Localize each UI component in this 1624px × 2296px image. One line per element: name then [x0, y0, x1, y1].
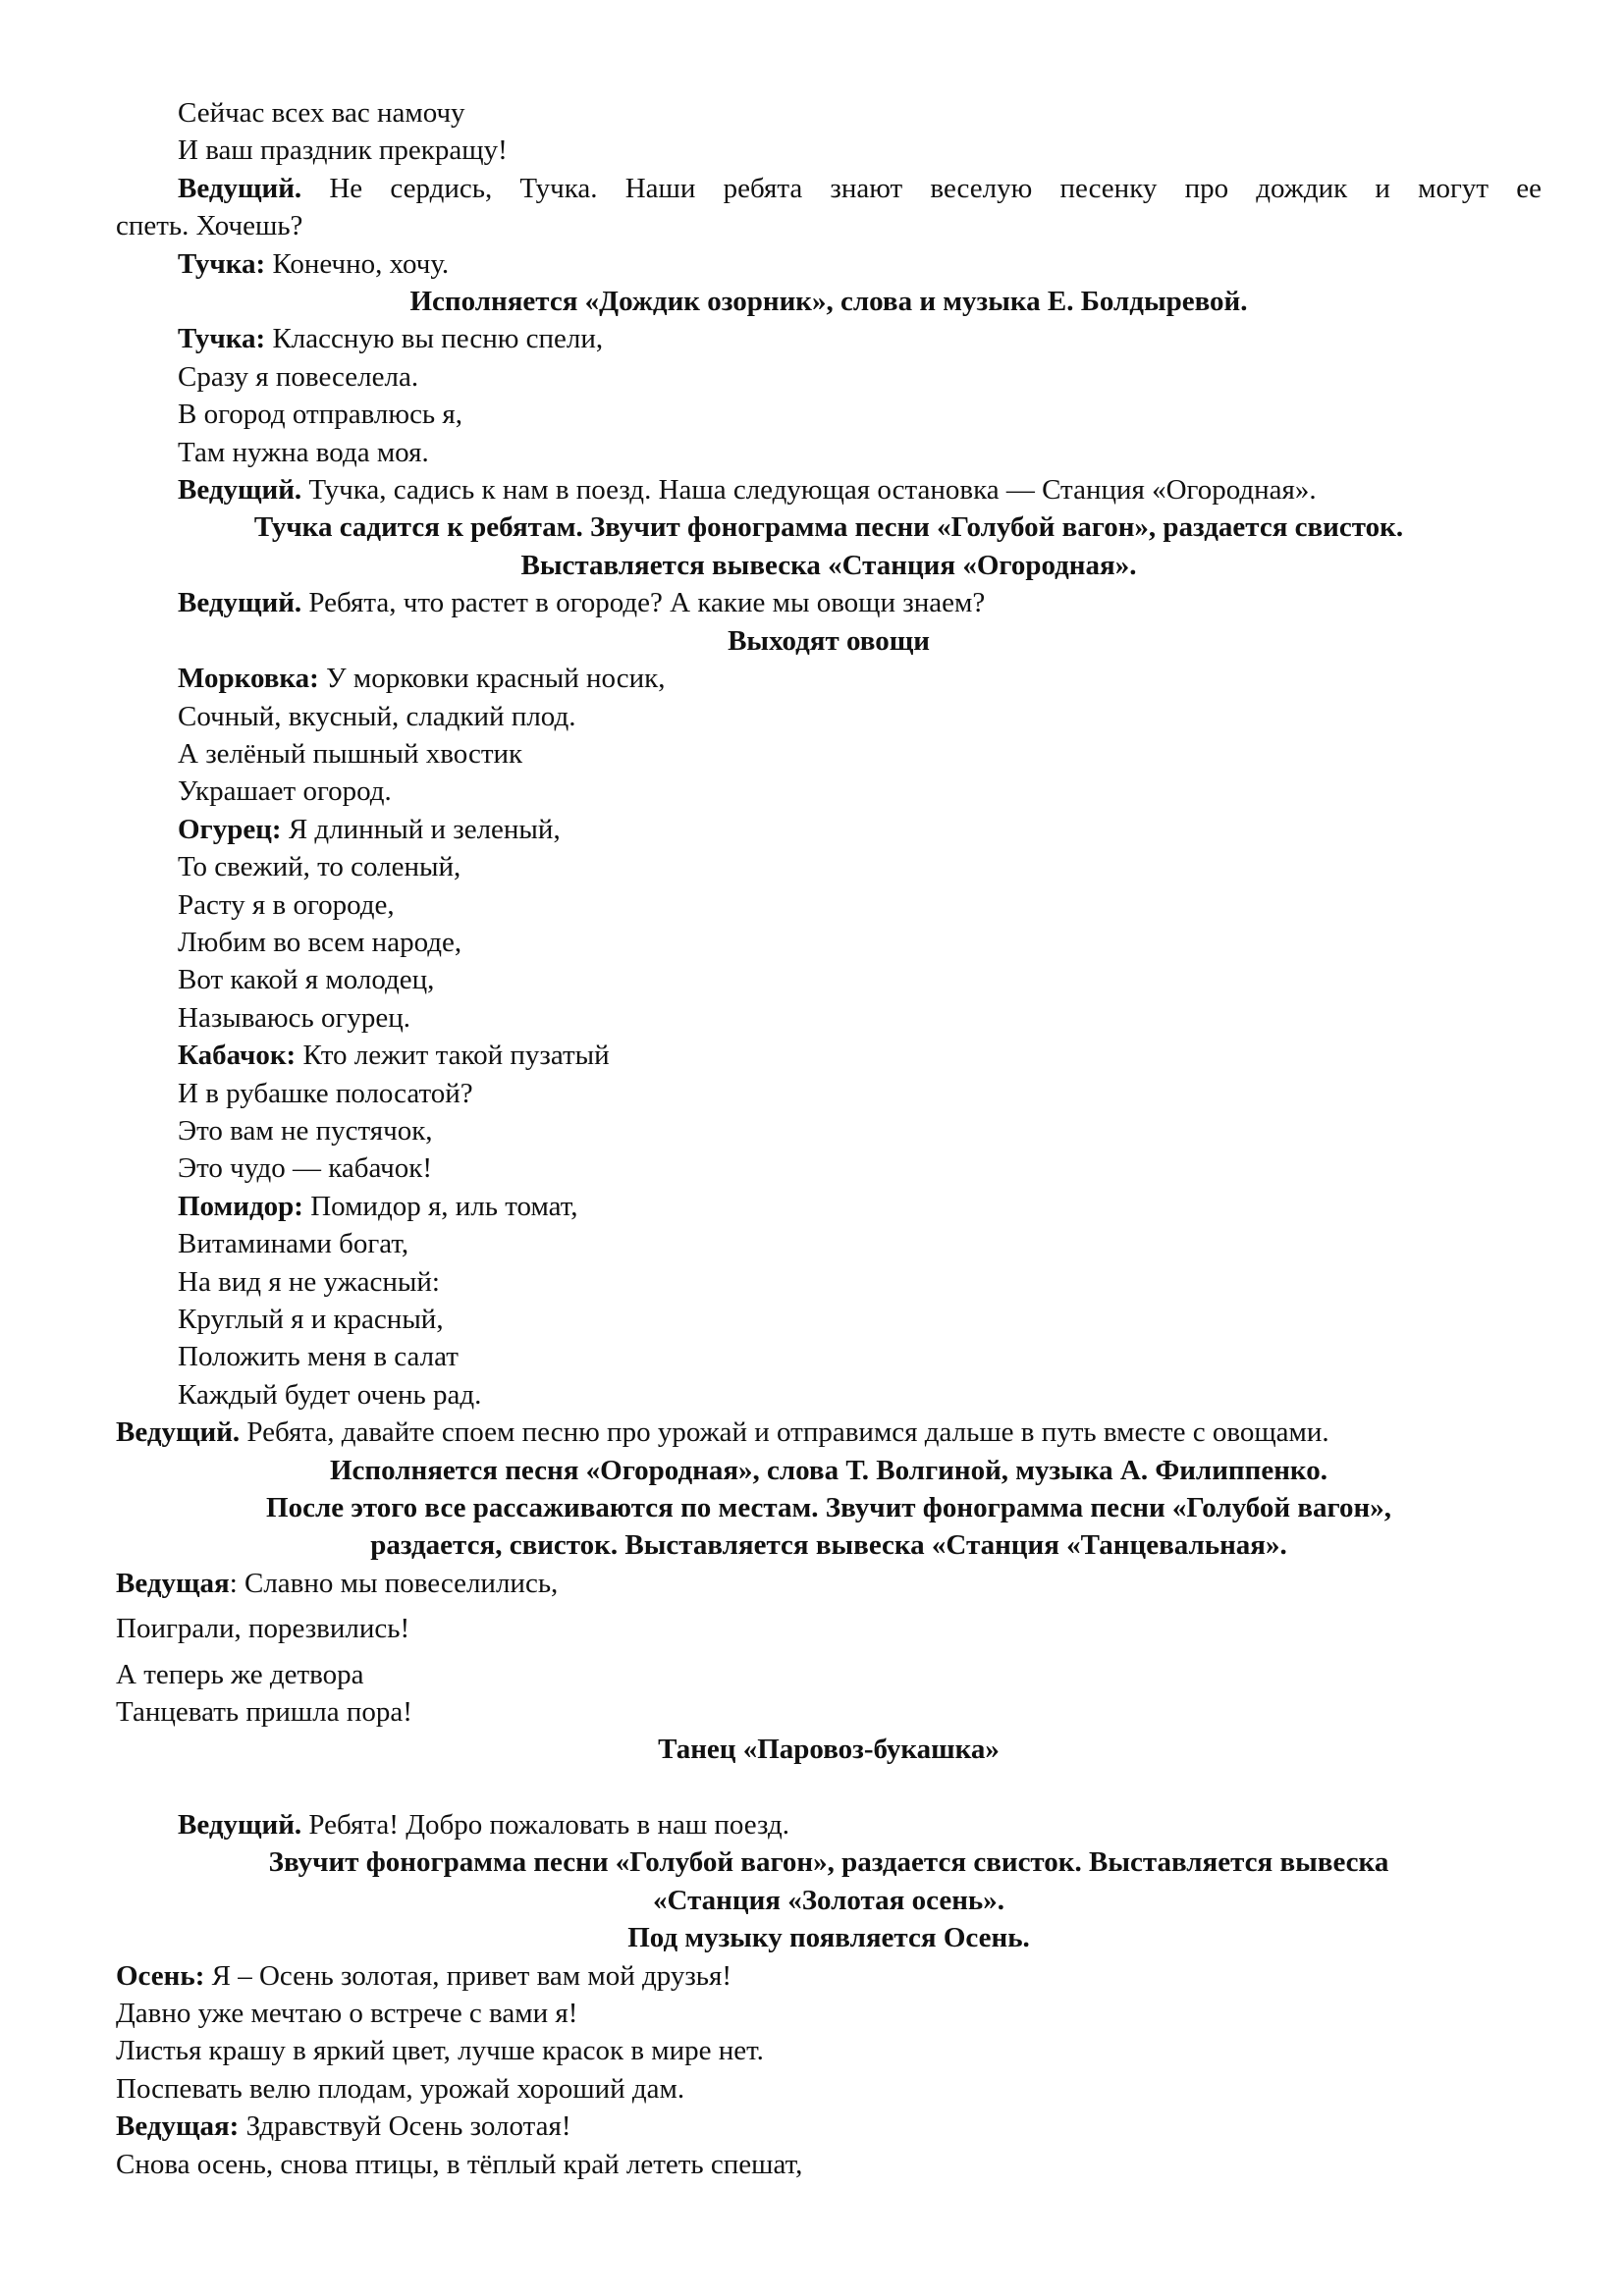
text-line: [116, 1112, 1542, 1149]
line-text: Танцевать пришла пора!: [116, 1696, 412, 1729]
speaker-label: Тучка:: [178, 323, 266, 355]
text-line: [116, 471, 1542, 508]
line-text: Положить меня в салат: [178, 1341, 459, 1373]
speaker-label: Ведущий.: [178, 587, 302, 619]
stage-direction: [116, 1843, 1542, 1881]
speaker-label: Тучка:: [178, 247, 266, 280]
line-text: Расту я в огороде,: [178, 888, 395, 921]
text-line: [116, 358, 1542, 396]
line-text: Тучка садится к ребятам. Звучит фонограмма песни «Голубой вагон», раздается свисток.: [253, 511, 1404, 544]
document-page: [116, 94, 1542, 2183]
line-text: Я длинный и зеленый,: [281, 813, 561, 845]
line-text: Сразу я повеселела.: [178, 360, 419, 393]
text-line: [116, 1225, 1542, 1262]
text-line: [116, 2146, 1542, 2183]
line-text: Ребята! Добро пожаловать в наш поезд.: [301, 1808, 789, 1841]
text-line: [116, 1610, 1542, 1647]
stage-direction: [116, 283, 1542, 320]
text-line: [116, 1037, 1542, 1074]
text-line: [116, 1376, 1542, 1414]
speaker-label: Ведущий.: [178, 172, 302, 204]
text-line: [116, 773, 1542, 810]
line-text: «Станция «Золотая осень».: [653, 1884, 1004, 1916]
line-text: Снова осень, снова птицы, в тёплый край лететь спешат,: [116, 2148, 803, 2180]
text-line: [116, 848, 1542, 885]
stage-direction: [116, 1919, 1542, 1956]
speaker-label: Огурец:: [178, 813, 282, 845]
paragraph-line: [116, 170, 1542, 207]
text-line: [116, 886, 1542, 924]
text-line: [116, 1188, 1542, 1225]
line-text: После этого все рассаживаются по местам. Звучит фонограмма песни «Голубой вагон»,: [266, 1492, 1391, 1524]
speaker-label: Ведущий.: [178, 474, 302, 507]
line-text: То свежий, то соленый,: [178, 851, 461, 883]
line-text: Классную вы песню спели,: [265, 323, 604, 355]
line-text: спеть. Хочешь?: [116, 210, 303, 242]
line-text: Не сердись, Тучка. Наши ребята знают веселую песенку про дождик и могут ее: [301, 172, 1542, 204]
stage-direction: [116, 1882, 1542, 1919]
stage-direction: [116, 1489, 1542, 1526]
line-text: Называюсь огурец.: [178, 1001, 410, 1034]
text-line: [116, 132, 1542, 169]
line-text: Каждый будет очень рад.: [178, 1378, 482, 1411]
text-line: [116, 660, 1542, 697]
line-text: Сочный, вкусный, сладкий плод.: [178, 700, 576, 732]
text-line: [116, 1338, 1542, 1375]
line-text: Конечно, хочу.: [265, 247, 450, 280]
text-line: [116, 961, 1542, 998]
line-text: Я – Осень золотая, привет вам мой друзья!: [204, 1959, 732, 1992]
line-text: Под музыку появляется Осень.: [627, 1922, 1030, 1954]
line-text: И в рубашке полосатой?: [178, 1077, 473, 1109]
line-text: : Славно мы повеселились,: [229, 1567, 559, 1599]
line-text: А теперь же детвора: [116, 1658, 364, 1690]
line-text: Давно уже мечтаю о встрече с вами я!: [116, 1997, 578, 2029]
line-text: На вид я не ужасный:: [178, 1265, 440, 1298]
stage-direction: [116, 1452, 1542, 1489]
line-text: раздается, свисток. Выставляется вывеска «Станция «Танцевальная».: [370, 1529, 1287, 1562]
text-line: [116, 584, 1542, 621]
line-text: Тучка, садись к нам в поезд. Наша следующая остановка — Станция «Огородная».: [301, 474, 1317, 507]
line-text: Здравствуй Осень золотая!: [239, 2110, 571, 2143]
line-text: Вот какой я молодец,: [178, 964, 435, 996]
text-line: [116, 1806, 1542, 1843]
text-line: [116, 2108, 1542, 2145]
speaker-label: Кабачок:: [178, 1040, 297, 1072]
stage-direction: [116, 508, 1542, 546]
line-text: Это вам не пустячок,: [178, 1114, 433, 1147]
text-line: [116, 2032, 1542, 2069]
text-line: [116, 1693, 1542, 1731]
text-line: [116, 924, 1542, 961]
speaker-label: Помидор:: [178, 1190, 303, 1222]
stage-direction: [116, 622, 1542, 660]
line-text: Поспевать велю плодам, урожай хороший дам.: [116, 2072, 685, 2105]
speaker-label: Ведущий.: [116, 1416, 241, 1449]
speaker-label: Ведущий.: [178, 1808, 302, 1841]
line-text: Ребята, давайте споем песню про урожай и отправимся дальше в путь вместе с овощами.: [240, 1416, 1329, 1449]
text-line: [116, 434, 1542, 471]
text-line: [116, 320, 1542, 357]
speaker-label: Ведущая: [116, 1567, 230, 1599]
line-text: В огород отправлюсь я,: [178, 399, 462, 431]
text-line: [116, 396, 1542, 433]
text-line: [116, 1075, 1542, 1112]
speaker-label: Ведущая:: [116, 2110, 240, 2143]
line-text: Исполняется «Дождик озорник», слова и музыка Е. Болдыревой.: [409, 286, 1248, 318]
text-line: [116, 1957, 1542, 1995]
speaker-label: Осень:: [116, 1959, 205, 1992]
text-line: [116, 1301, 1542, 1338]
line-text: Украшает огород.: [178, 775, 392, 808]
text-line: [116, 1149, 1542, 1187]
text-line: [116, 735, 1542, 773]
line-text: Выставляется вывеска «Станция «Огородная».: [520, 549, 1137, 581]
text-line: [116, 1656, 1542, 1693]
line-text: А зелёный пышный хвостик: [178, 737, 523, 770]
line-text: Поиграли, порезвились!: [116, 1613, 410, 1645]
line-text: Исполняется песня «Огородная», слова Т. Волгиной, музыка А. Филиппенко.: [329, 1454, 1327, 1486]
line-text: Листья крашу в яркий цвет, лучше красок в мире нет.: [116, 2035, 764, 2067]
text-line: [116, 1995, 1542, 2032]
text-line: [116, 1414, 1542, 1451]
text-line: [116, 1263, 1542, 1301]
line-text: У морковки красный носик,: [318, 663, 666, 695]
line-text: Витаминами богат,: [178, 1228, 409, 1260]
text-line: [116, 698, 1542, 735]
line-text: Звучит фонограмма песни «Голубой вагон», раздается свисток. Выставляется вывеска: [268, 1846, 1389, 1879]
text-line: [116, 94, 1542, 132]
line-text: Там нужна вода моя.: [178, 436, 429, 468]
stage-direction: [116, 1731, 1542, 1768]
paragraph-line: [116, 207, 1542, 244]
line-text: Выходят овощи: [728, 624, 930, 657]
line-text: Любим во всем народе,: [178, 926, 462, 958]
line-text: Ребята, что растет в огороде? А какие мы овощи знаем?: [301, 587, 986, 619]
text-line: [116, 2070, 1542, 2108]
text-line: [116, 811, 1542, 848]
line-text: Круглый я и красный,: [178, 1304, 444, 1335]
stage-direction: [116, 1526, 1542, 1564]
speaker-label: Морковка:: [178, 663, 319, 695]
line-text: Сейчас всех вас намочу: [178, 97, 465, 129]
line-text: И ваш праздник прекращу!: [178, 134, 508, 167]
line-text: Это чудо — кабачок!: [178, 1152, 433, 1185]
line-text: Помидор я, иль томат,: [302, 1190, 578, 1222]
text-line: [116, 999, 1542, 1037]
text-line: [116, 245, 1542, 283]
stage-direction: [116, 547, 1542, 584]
line-text: Кто лежит такой пузатый: [296, 1040, 610, 1072]
line-text: Танец «Паровоз-букашка»: [658, 1734, 1000, 1766]
text-line: [116, 1565, 1542, 1602]
